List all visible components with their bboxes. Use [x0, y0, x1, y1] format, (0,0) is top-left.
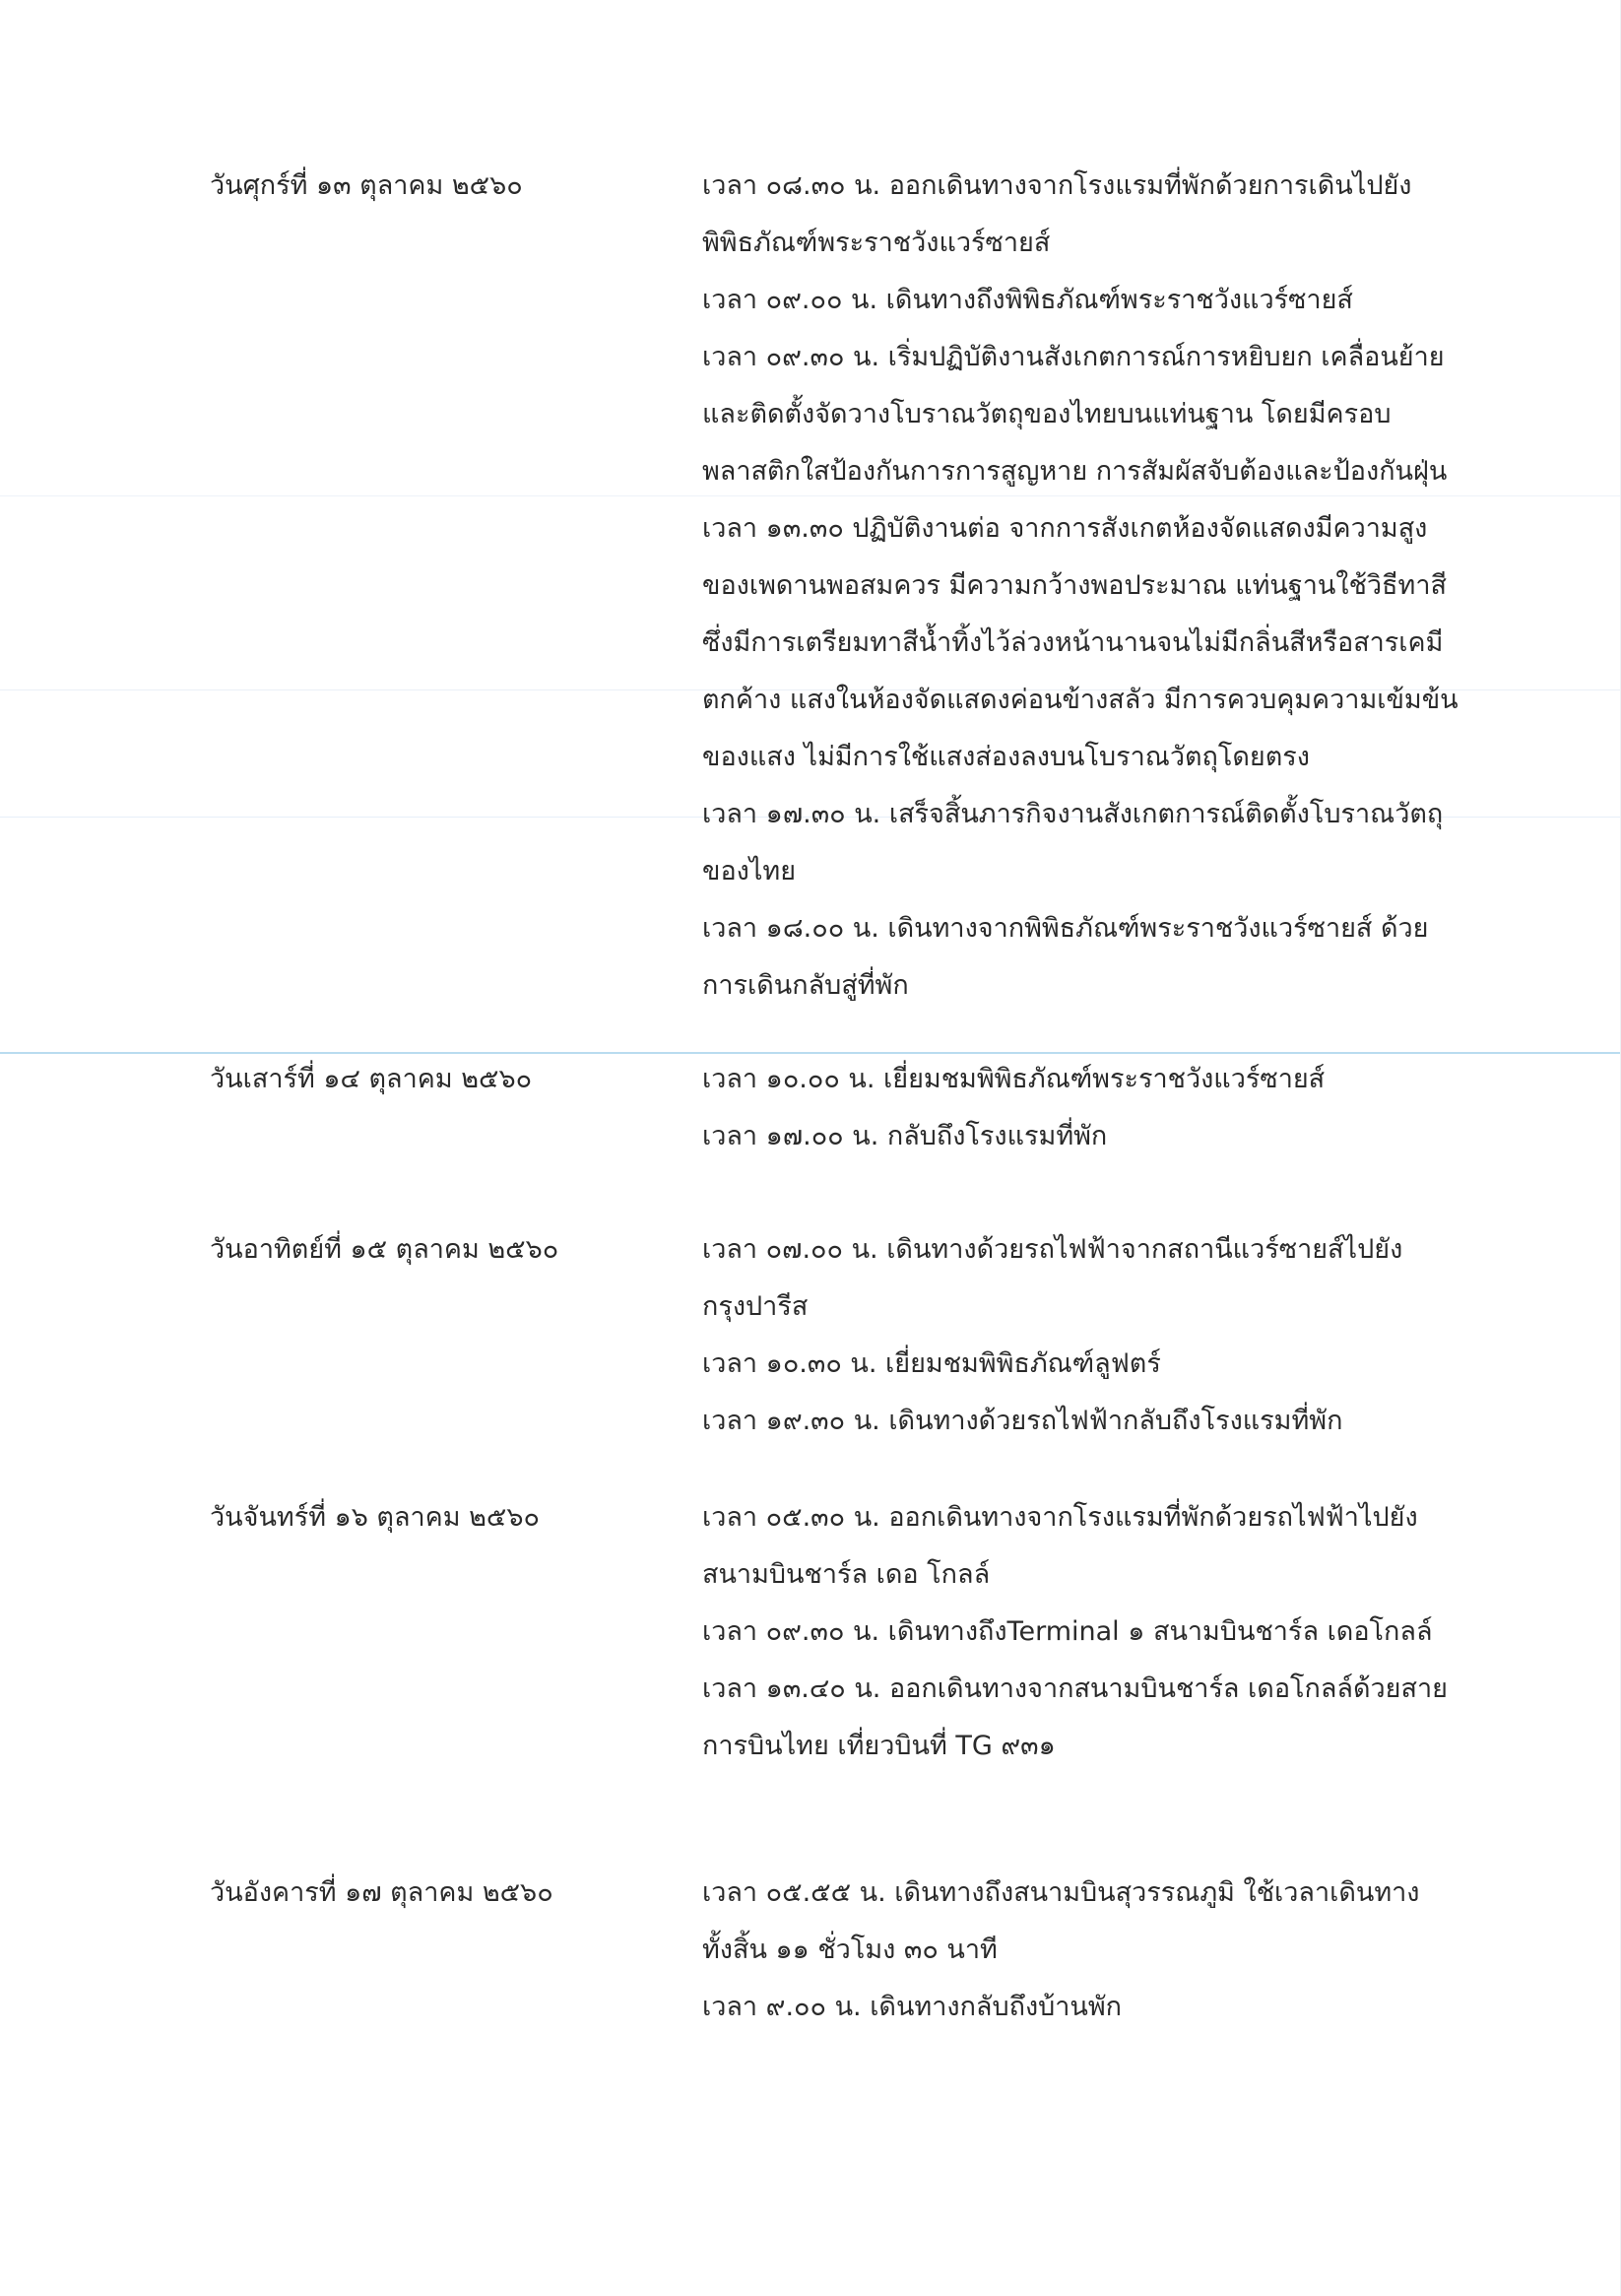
schedule-line: ของเพดานพอสมควร มีความกว้างพอประมาณ แท่นฐานใช้วิธีทาสี [702, 570, 1447, 601]
schedule-line: เวลา ๑๐.๓๐ น. เยี่ยมชมพิพิธภัณฑ์ลูฟตร์ [702, 1348, 1161, 1379]
schedule-entries [702, 158, 1490, 1015]
day-date: วันเสาร์ที่ ๑๔ ตุลาคม ๒๕๖๐ [210, 1064, 533, 1094]
schedule-entries [702, 1489, 1490, 1775]
schedule-line: เวลา ๐๙.๓๐ น. เริ่มปฏิบัติงานสังเกตการณ์การหยิบยก เคลื่อนย้าย [702, 342, 1445, 372]
schedule-line: เวลา ๑๓.๔๐ น. ออกเดินทางจากสนามบินชาร์ล เดอโกลล์ด้วยสาย [702, 1673, 1448, 1704]
schedule-line: เวลา ๐๕.๕๕ น. เดินทางถึงสนามบินสุวรรณภูมิ ใช้เวลาเดินทาง [702, 1877, 1420, 1908]
schedule-entries [702, 1051, 1490, 1165]
schedule-entries [702, 1221, 1490, 1450]
schedule-line: เวลา ๙.๐๐ น. เดินทางกลับถึงบ้านพัก [702, 1992, 1123, 2022]
day-date: วันศุกร์ที่ ๑๓ ตุลาคม ๒๕๖๐ [210, 170, 523, 201]
schedule-line: ตกค้าง แสงในห้องจัดแสดงค่อนข้างสลัว มีการควบคุมความเข้มข้น [702, 685, 1459, 715]
schedule-line: เวลา ๐๗.๐๐ น. เดินทางด้วยรถไฟฟ้าจากสถานีแวร์ซายส์ไปยัง [702, 1234, 1403, 1265]
schedule-line: กรุงปารีส [702, 1291, 809, 1322]
schedule-line: ซึ่งมีการเตรียมทาสีน้ำทิ้งไว้ล่วงหน้านานจนไม่มีกลิ่นสีหรือสารเคมี [702, 627, 1444, 658]
schedule-line: พิพิธภัณฑ์พระราชวังแวร์ซายส์ [702, 228, 1051, 258]
schedule-line: เวลา ๑๓.๓๐ ปฏิบัติงานต่อ จากการสังเกตห้องจัดแสดงมีความสูง [702, 513, 1428, 544]
schedule-line: เวลา ๐๕.๓๐ น. ออกเดินทางจากโรงแรมที่พักด้วยรถไฟฟ้าไปยัง [702, 1502, 1418, 1533]
schedule-entries [702, 1865, 1490, 2036]
schedule-line: เวลา ๐๙.๓๐ น. เดินทางถึงTerminal ๑ สนามบินชาร์ล เดอโกลล์ [702, 1616, 1433, 1647]
schedule-line: ของแสง ไม่มีการใช้แสงส่องลงบนโบราณวัตถุโดยตรง [702, 742, 1310, 772]
schedule-line: เวลา ๑๗.๐๐ น. กลับถึงโรงแรมที่พัก [702, 1121, 1108, 1151]
schedule-line: และติดตั้งจัดวางโบราณวัตถุของไทยบนแท่นฐาน โดยมีครอบ [702, 399, 1392, 429]
day-date: วันอาทิตย์ที่ ๑๕ ตุลาคม ๒๕๖๐ [210, 1234, 559, 1265]
schedule-line: พลาสติกใสป้องกันการการสูญหาย การสัมผัสจับต้องและป้องกันฝุ่น [702, 456, 1448, 487]
schedule-line: การเดินกลับสู่ที่พัก [702, 970, 909, 1001]
schedule-line: เวลา ๑๘.๐๐ น. เดินทางจากพิพิธภัณฑ์พระราชวังแวร์ซายส์ ด้วย [702, 913, 1429, 944]
schedule-line: สนามบินชาร์ล เดอ โกลล์ [702, 1559, 991, 1590]
day-date: วันอังคารที่ ๑๗ ตุลาคม ๒๕๖๐ [210, 1877, 553, 1908]
schedule-line: เวลา ๑๙.๓๐ น. เดินทางด้วยรถไฟฟ้ากลับถึงโรงแรมที่พัก [702, 1406, 1343, 1436]
schedule-line: ทั้งสิ้น ๑๑ ชั่วโมง ๓๐ นาที [702, 1935, 998, 1965]
schedule-line: เวลา ๐๘.๓๐ น. ออกเดินทางจากโรงแรมที่พักด้วยการเดินไปยัง [702, 170, 1412, 201]
schedule-line: เวลา ๐๙.๐๐ น. เดินทางถึงพิพิธภัณฑ์พระราชวังแวร์ซายส์ [702, 285, 1353, 315]
schedule-line: ของไทย [702, 856, 797, 886]
day-date: วันจันทร์ที่ ๑๖ ตุลาคม ๒๕๖๐ [210, 1502, 540, 1533]
schedule-line: การบินไทย เที่ยวบินที่ TG ๙๓๑ [702, 1731, 1056, 1761]
schedule-line: เวลา ๑๗.๓๐ น. เสร็จสิ้นภารกิจงานสังเกตการณ์ติดตั้งโบราณวัตถุ [702, 799, 1444, 829]
schedule-line: เวลา ๑๐.๐๐ น. เยี่ยมชมพิพิธภัณฑ์พระราชวังแวร์ซายส์ [702, 1064, 1326, 1094]
